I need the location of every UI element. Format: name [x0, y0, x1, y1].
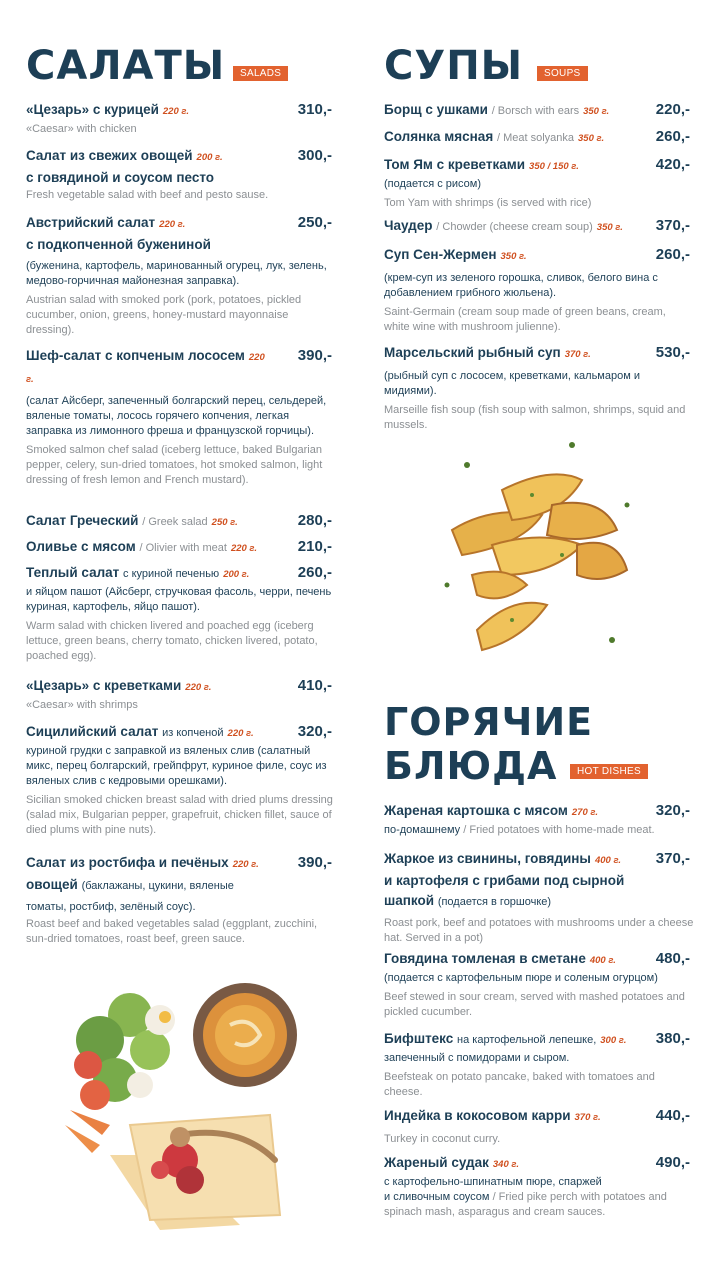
menu-item: Бифштекс на картофельной лепешке, 300 г. 380,- запеченный с помидорами и сыром. Beefsteak on potato pancake, baked with tomatoes and cheese. [384, 1030, 690, 1098]
menu-item: Солянка мясная / Meat solyanka 350 г. 260,- [384, 128, 690, 145]
menu-item: Говядина томленая в сметане 400 г. 480,- (подается с картофельным пюре и соленым огурцом) Beef stewed in sour cream, served with mashed potatoes and pickled cucumber. [384, 950, 690, 1018]
menu-item: Жареная картошка с мясом 270 г. 320,- по-домашнему / Fried potatoes with home-made meat. [384, 802, 690, 836]
menu-item: «Цезарь» с курицей 220 г. 310,- «Caesar» with chicken [26, 101, 332, 135]
menu-item: Индейка в кокосовом карри 370 г. 440,- Turkey in coconut curry. [384, 1107, 690, 1145]
menu-item: Суп Сен-Жермен 350 г. 260,- (крем-суп из зеленого горошка, сливок, белого вина с добавлением грибного жюльена). Saint-Germain (cream soup made of green beans, cream, white wine with mushroom julienne). [384, 246, 690, 333]
salads-title: САЛАТЫ [26, 43, 226, 89]
menu-item: Сицилийский салат из копченой 220 г. 320,- куриной грудки с заправкой из вяленых слив (салатный микс, перец болгарский, грейпфрут, куриное филе, соус из вяленых слив с кедровыми орешками). Sicilian smoked chicken breast salad with dried plums dressing (salad mix, Bulgarian pepper, grapefruit, chicken fillet, sauce of died plums with pine nuts). [26, 723, 333, 836]
menu-item: Теплый салат с куриной печенью 200 г. 260,- и яйцом пашот (Айсберг, стручковая фасоль, черри, печень куриная, картофель, яйцо пашот). Warm salad with chicken livered and poached egg (iceberg lettuce, green beans, cherry tomato, chicken livered, potato, poached egg). [26, 564, 332, 662]
menu-item: Том Ям с креветками 350 / 150 г. 420,- (подается с рисом) Tom Yam with shrimps (is served with rice) [384, 156, 690, 209]
menu-item: Чаудер / Chowder (cheese cream soup) 350 г. 370,- [384, 217, 690, 234]
menu-item: Марсельский рыбный суп 370 г. 530,- (рыбный суп с лососем, креветками, кальмаром и мидиями). Marseille fish soup (fish soup with salmon, shrimps, squid and mussels. [384, 344, 690, 431]
menu-item: Шеф-салат с копченым лососем 220 г. 390,- (салат Айсберг, запеченный болгарский перец, сельдерей, вяленые томаты, лосось горячего копчения, легкая заправка из лимонного фреша и французской горчицы). Smoked salmon chef salad (iceberg lettuce, baked Bulgarian pepper, celery, sun-dried tomatoes, hot smoked salmon, light dressing of fresh lemon and French mustard). [26, 347, 332, 486]
menu-item: Жаркое из свинины, говядины 400 г. и картофеля с грибами под сырной шапкой (подается в горшочке) 370,- Roast pork, beef and potatoes with mushrooms under a cheese hat. Served in a pot) [384, 850, 694, 944]
menu-item: Жареный судак 340 г. 490,- с картофельно-шпинатным пюре, спаржей и сливочным соусом / Fried pike perch with potatoes and spinach mash, asparagus and cream sauces. [384, 1154, 690, 1218]
hot-dishes-title: ГОРЯЧИЕ БЛЮДА [384, 700, 594, 788]
menu-item: Оливье с мясом / Olivier with meat 220 г. 210,- [26, 538, 332, 555]
salad-with-soup-illustration-icon [40, 955, 340, 1235]
soups-title: СУПЫ [384, 43, 524, 89]
menu-item: Салат из свежих овощей 200 г. с говядиной и соусом песто 300,- Fresh vegetable salad with beef and pesto sause. [26, 147, 332, 201]
menu-item: Салат Греческий / Greek salad 250 г. 280,- [26, 512, 332, 529]
menu-item: Борщ с ушками / Borsch with ears 350 г. 220,- [384, 101, 690, 118]
soups-tag: SOUPS [537, 66, 588, 81]
salads-tag: SALADS [233, 66, 288, 81]
menu-item: «Цезарь» с креветками 220 г. 410,- «Caesar» with shrimps [26, 677, 332, 711]
menu-item: Салат из ростбифа и печёных 220 г. овощей (баклажаны, цукини, вяленые томаты, ростбиф, зелёный соус). 390,- Roast beef and baked vegetables salad (eggplant, zucchini, sun-dried tomatoes, roast beef, green sauce. [26, 854, 332, 945]
potato-wedges-illustration-icon [432, 435, 642, 660]
hot-dishes-tag: HOT DISHES [570, 764, 648, 779]
menu-item: Австрийский салат 220 г. с подкопченной бужениной 250,- (буженина, картофель, маринованный огурец, лук, зелень, медово-горчичная майонезная заправка). Austrian salad with smoked pork (pork, potatoes, pickled cucumber, onion, greens, honey-mustard mayonnaise dressing). [26, 214, 332, 336]
